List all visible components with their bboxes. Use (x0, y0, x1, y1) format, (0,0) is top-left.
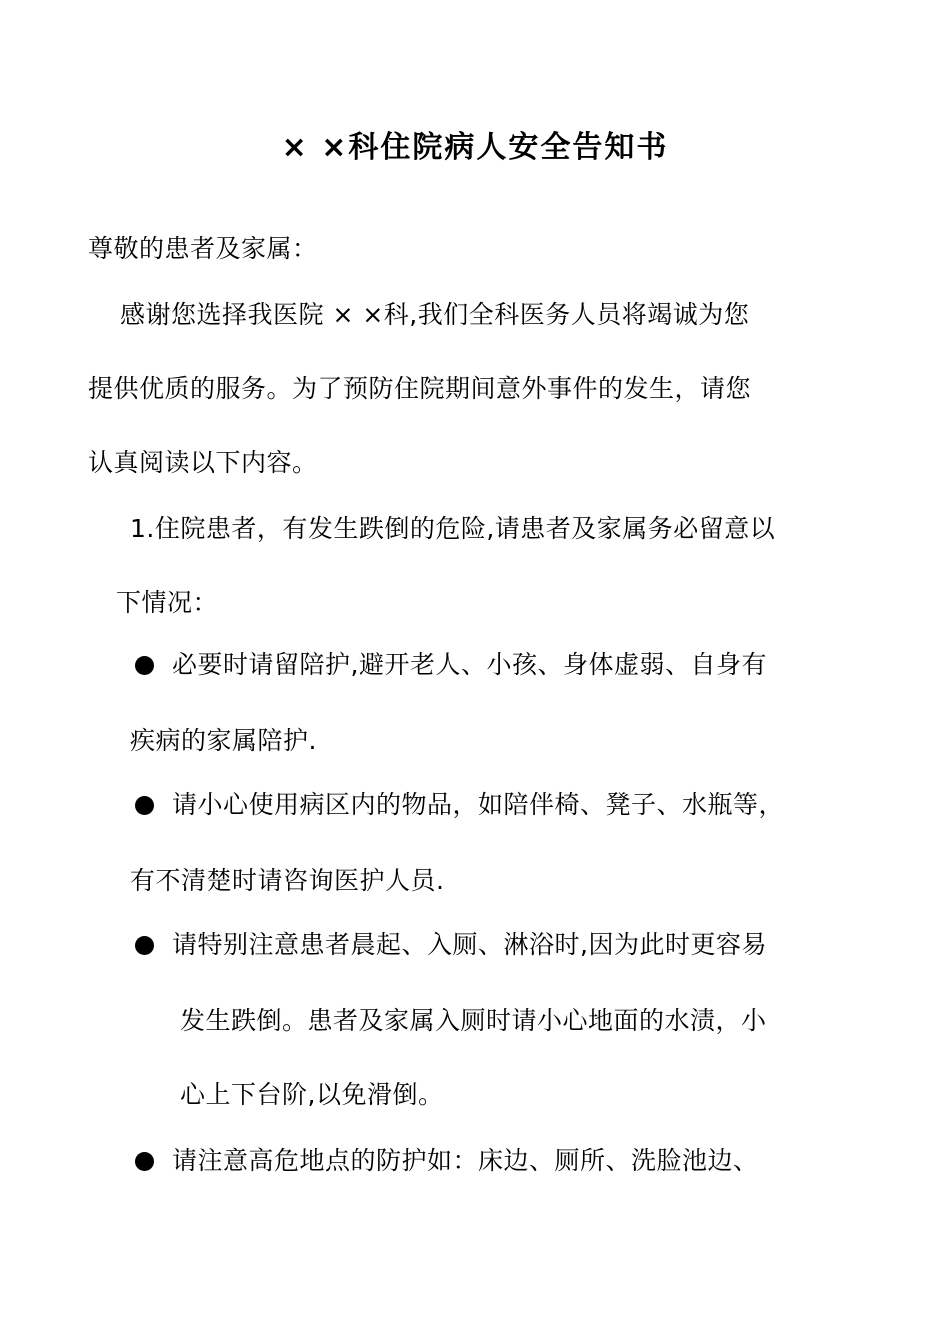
salutation: 尊敬的患者及家属： (88, 234, 318, 263)
bullet-2-line-2: 有不清楚时请咨询医护人员. (130, 866, 445, 895)
intro-line-1: 感谢您选择我医院 × ×科,我们全科医务人员将竭诚为您 (120, 300, 750, 329)
intro-line-2: 提供优质的服务。为了预防住院期间意外事件的发生，请您 (88, 374, 752, 403)
bullet-4-line-1: 请注意高危地点的防护如：床边、厕所、洗脸池边、 (172, 1146, 759, 1175)
bullet-dot-icon (135, 656, 154, 675)
bullet-dot-icon (135, 1152, 154, 1171)
bullet-3-line-2: 发生跌倒。患者及家属入厕时请小心地面的水渍，小 (180, 1006, 767, 1035)
bullet-1-line-1: 必要时请留陪护,避开老人、小孩、身体虚弱、自身有 (172, 650, 767, 679)
section-1-line-1: 1.住院患者，有发生跌倒的危险,请患者及家属务必留意以 (130, 514, 776, 543)
bullet-1-line-2: 疾病的家属陪护. (130, 726, 317, 755)
bullet-dot-icon (135, 796, 154, 815)
bullet-3-line-1: 请特别注意患者晨起、入厕、淋浴时,因为此时更容易 (172, 930, 767, 959)
bullet-dot-icon (135, 936, 154, 955)
bullet-2-line-1: 请小心使用病区内的物品，如陪伴椅、凳子、水瓶等， (172, 790, 785, 819)
section-1-line-2: 下情况： (116, 588, 219, 617)
document-title: × ×科住院病人安全告知书 (281, 130, 669, 165)
bullet-3-line-3: 心上下台阶,以免滑倒。 (180, 1080, 444, 1109)
intro-line-3: 认真阅读以下内容。 (88, 448, 318, 477)
